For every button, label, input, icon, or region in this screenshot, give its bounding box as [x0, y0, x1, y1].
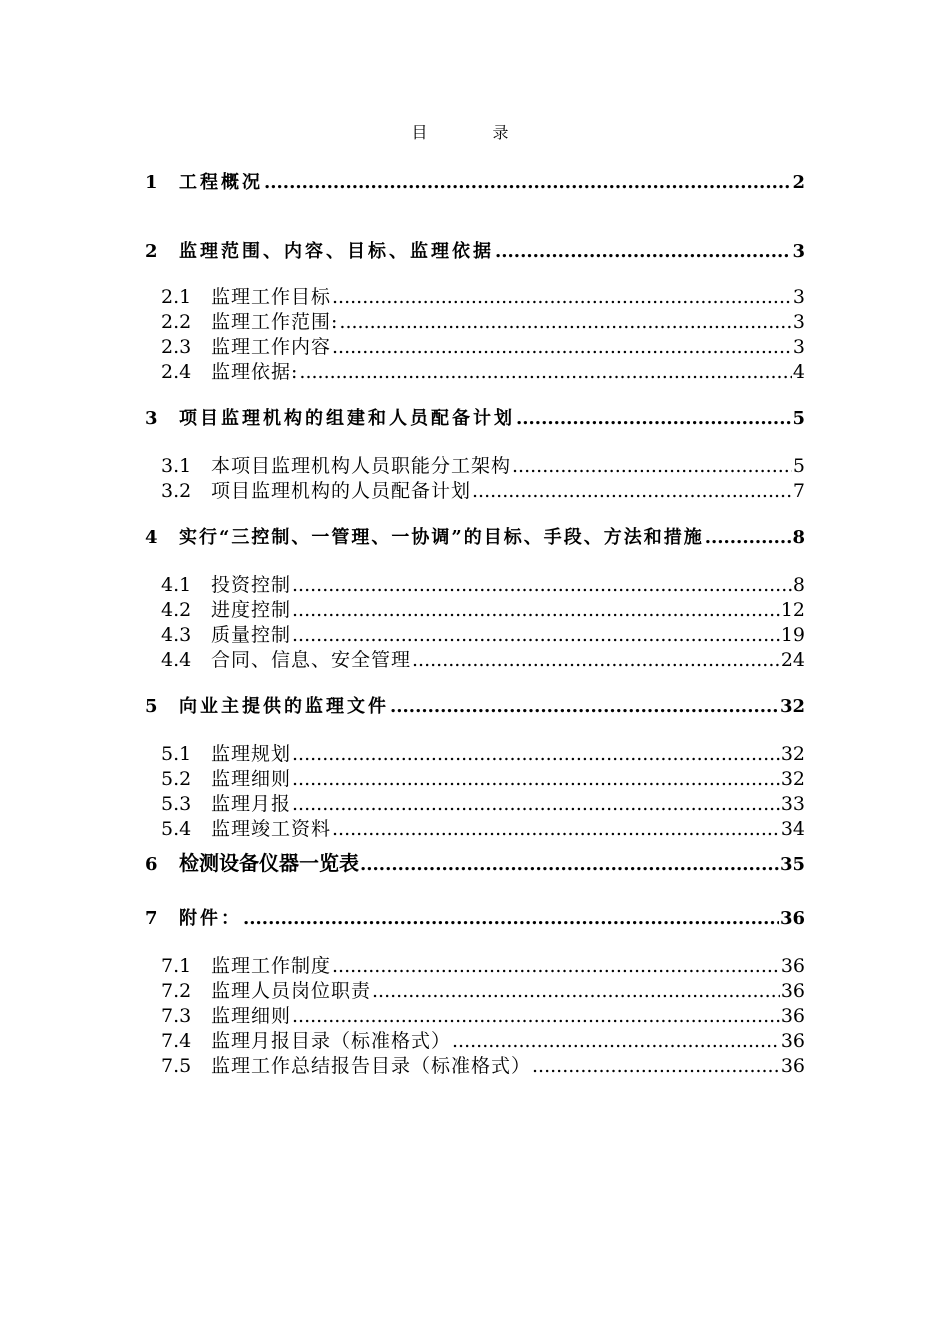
- toc-label: 监理月报目录（标准格式）: [211, 1030, 452, 1052]
- toc-leader: [332, 955, 780, 977]
- toc-leader: [390, 696, 779, 717]
- toc-leader: [243, 908, 779, 929]
- toc-page: 5: [792, 455, 805, 477]
- toc-page: 36: [780, 955, 805, 977]
- toc-entry-5-1[interactable]: [161, 739, 805, 766]
- toc-leader: [412, 649, 780, 671]
- toc-label: 监理规划: [211, 743, 292, 765]
- toc-title: 目 录: [411, 123, 539, 142]
- toc-page: 3: [792, 336, 805, 358]
- toc-entry-2-4[interactable]: [161, 357, 805, 384]
- toc-page: 33: [780, 793, 805, 815]
- toc-label: 监理竣工资料: [211, 818, 332, 840]
- toc-entry-7-4[interactable]: [161, 1026, 805, 1053]
- toc-leader: [292, 624, 780, 646]
- toc-number: 6: [145, 854, 158, 875]
- toc-label: 质量控制: [211, 624, 292, 646]
- toc-entry-7-3[interactable]: [161, 1001, 805, 1028]
- toc-page: 34: [780, 818, 805, 840]
- toc-entry-3-2[interactable]: [161, 476, 805, 503]
- toc-page: 32: [780, 768, 805, 790]
- toc-leader: [332, 818, 780, 840]
- toc-page: 5: [792, 408, 805, 429]
- toc-number: 7.2: [161, 980, 192, 1002]
- toc-entry-7-1[interactable]: [161, 951, 805, 978]
- toc-page: 19: [780, 624, 805, 646]
- toc-leader: [452, 1030, 780, 1052]
- toc-number: 2.2: [161, 311, 192, 333]
- toc-leader: [360, 854, 779, 875]
- toc-number: 3.2: [161, 480, 192, 502]
- toc-label: 监理范围、内容、目标、监理依据: [179, 241, 494, 262]
- toc-leader: [472, 480, 792, 502]
- toc-number: 7.5: [161, 1055, 192, 1077]
- toc-number: 4.4: [161, 649, 192, 671]
- toc-number: 5.2: [161, 768, 192, 790]
- toc-page: 35: [779, 854, 805, 875]
- toc-number: 2.4: [161, 361, 192, 383]
- toc-leader: [292, 793, 780, 815]
- toc-page: 24: [780, 649, 805, 671]
- toc-leader: [495, 241, 791, 262]
- toc-number: 5.3: [161, 793, 192, 815]
- toc-entry-6[interactable]: [145, 847, 805, 876]
- toc-label: 进度控制: [211, 599, 292, 621]
- toc-leader: [292, 599, 780, 621]
- toc-number: 7.4: [161, 1030, 192, 1052]
- toc-number: 4.3: [161, 624, 192, 646]
- toc-entry-5-4[interactable]: [161, 814, 805, 841]
- toc-leader: [516, 408, 791, 429]
- toc-entry-2[interactable]: [145, 237, 805, 263]
- toc-leader: [292, 768, 780, 790]
- toc-page: 3: [792, 311, 805, 333]
- toc-page: 8: [792, 527, 805, 548]
- toc-page: 36: [780, 1055, 805, 1077]
- toc-label: 监理工作总结报告目录（标准格式）: [211, 1055, 532, 1077]
- toc-page: 3: [792, 241, 805, 262]
- toc-number: 1: [145, 172, 158, 193]
- toc-number: 5.4: [161, 818, 192, 840]
- toc-number: 5: [145, 696, 158, 717]
- toc-page: 32: [780, 743, 805, 765]
- toc-entry-2-2[interactable]: [161, 307, 805, 334]
- toc-entry-2-1[interactable]: [161, 282, 805, 309]
- toc-page: 3: [792, 286, 805, 308]
- toc-number: 4.1: [161, 574, 192, 596]
- toc-entry-4-1[interactable]: [161, 570, 805, 597]
- toc-label: 监理工作内容: [211, 336, 332, 358]
- toc-label: 监理细则: [211, 1005, 292, 1027]
- toc-number: 4: [145, 527, 158, 548]
- toc-label: 监理月报: [211, 793, 292, 815]
- toc-entry-3[interactable]: [145, 404, 805, 430]
- toc-number: 2.1: [161, 286, 192, 308]
- toc-leader: [299, 361, 792, 383]
- toc-entry-3-1[interactable]: [161, 451, 805, 478]
- toc-entry-4[interactable]: [145, 523, 805, 549]
- toc-page: 36: [780, 980, 805, 1002]
- toc-leader: [532, 1055, 780, 1077]
- toc-number: 2.3: [161, 336, 192, 358]
- toc-label: 实行“三控制、一管理、一协调”的目标、手段、方法和措施: [179, 527, 704, 548]
- toc-entry-5-2[interactable]: [161, 764, 805, 791]
- toc-page: 36: [780, 1030, 805, 1052]
- toc-leader: [512, 455, 792, 477]
- toc-label: 项目监理机构的人员配备计划: [211, 480, 472, 502]
- toc-number: 2: [145, 241, 158, 262]
- toc-entry-5[interactable]: [145, 692, 805, 718]
- toc-number: 7.1: [161, 955, 192, 977]
- toc-entry-4-4[interactable]: [161, 645, 805, 672]
- toc-page: 36: [780, 1005, 805, 1027]
- toc-leader: [372, 980, 780, 1002]
- toc-label: 投资控制: [211, 574, 292, 596]
- toc-leader: [264, 172, 791, 193]
- toc-entry-7-2[interactable]: [161, 976, 805, 1003]
- toc-leader: [339, 311, 792, 333]
- toc-entry-4-3[interactable]: [161, 620, 805, 647]
- toc-page: 36: [779, 908, 805, 929]
- toc-label: 项目监理机构的组建和人员配备计划: [179, 408, 515, 429]
- toc-label: 监理工作制度: [211, 955, 332, 977]
- toc-label: 监理依据:: [211, 361, 299, 383]
- toc-page: 8: [792, 574, 805, 596]
- toc-entry-5-3[interactable]: [161, 789, 805, 816]
- toc-number: 7: [145, 908, 158, 929]
- toc-label: 监理工作目标: [211, 286, 332, 308]
- toc-number: 5.1: [161, 743, 192, 765]
- toc-label: 向业主提供的监理文件: [179, 696, 389, 717]
- toc-label: 监理工作范围:: [211, 311, 339, 333]
- toc-page: 2: [792, 172, 805, 193]
- toc-entry-4-2[interactable]: [161, 595, 805, 622]
- toc-label: 监理人员岗位职责: [211, 980, 372, 1002]
- toc-label: 本项目监理机构人员职能分工架构: [211, 455, 512, 477]
- toc-label: 合同、信息、安全管理: [211, 649, 412, 671]
- toc-entry-7[interactable]: [145, 904, 805, 930]
- toc-number: 3.1: [161, 455, 192, 477]
- toc-number: 4.2: [161, 599, 192, 621]
- toc-leader: [332, 336, 792, 358]
- toc-leader: [292, 1005, 780, 1027]
- toc-page: 4: [792, 361, 805, 383]
- toc-label: 监理细则: [211, 768, 292, 790]
- toc-label: 工程概况: [179, 172, 263, 193]
- toc-entry-7-5[interactable]: [161, 1051, 805, 1078]
- toc-page: 7: [792, 480, 805, 502]
- toc-leader: [292, 574, 792, 596]
- toc-entry-2-3[interactable]: [161, 332, 805, 359]
- toc-label: 检测设备仪器一览表: [179, 851, 359, 875]
- toc-number: 3: [145, 408, 158, 429]
- toc-page: 12: [780, 599, 805, 621]
- toc-label: 附件：: [179, 908, 242, 929]
- toc-entry-1[interactable]: [145, 168, 805, 194]
- toc-leader: [705, 527, 792, 548]
- toc-page: 32: [779, 696, 805, 717]
- toc-leader: [332, 286, 792, 308]
- toc-number: 7.3: [161, 1005, 192, 1027]
- toc-leader: [292, 743, 780, 765]
